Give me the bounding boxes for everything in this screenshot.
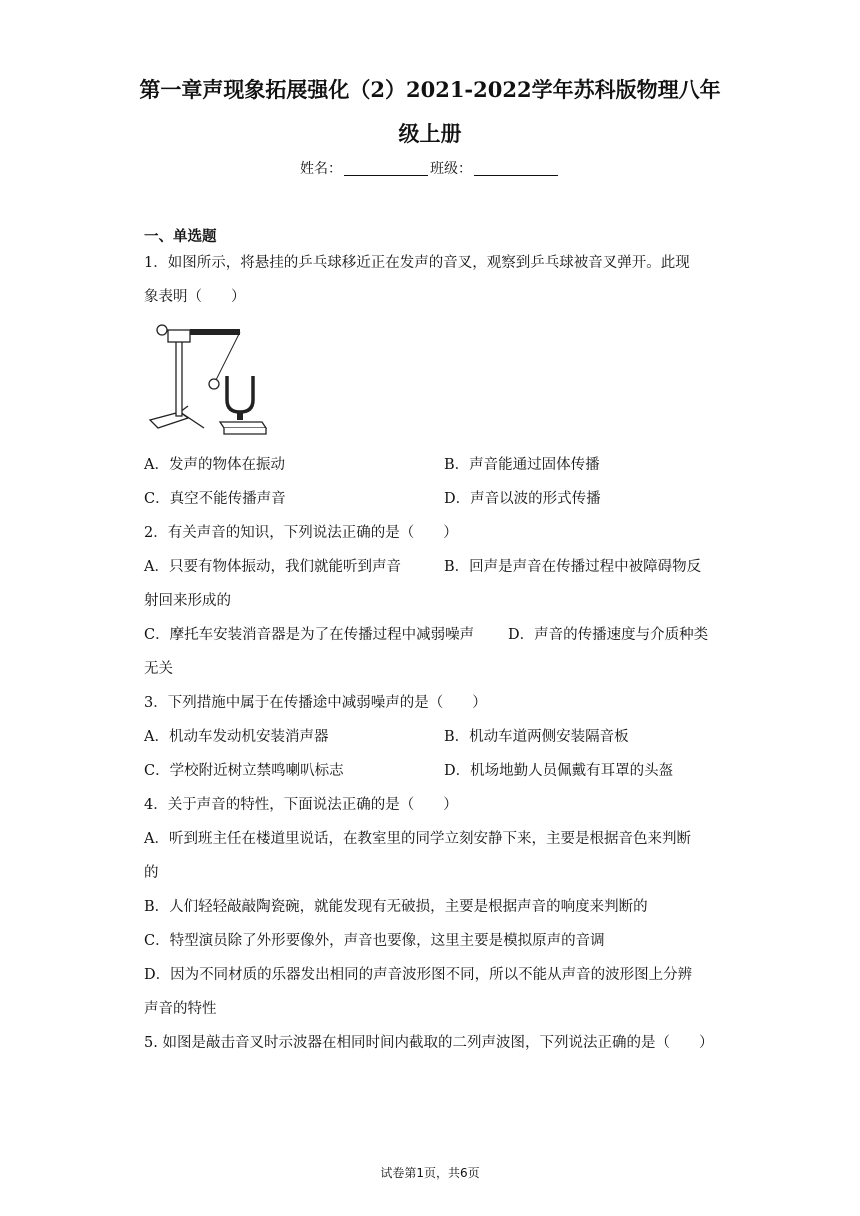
q2-stem: 2．有关声音的知识，下列说法正确的是（ ） bbox=[144, 525, 458, 541]
q1-option-c: C．真空不能传播声音 bbox=[144, 491, 286, 507]
q4-option-d-line2: 声音的特性 bbox=[144, 1001, 217, 1017]
q4-option-a-line2: 的 bbox=[144, 865, 159, 881]
name-label: 姓名： bbox=[300, 161, 342, 177]
q1-stem-line1: 1．如图所示，将悬挂的乒乓球移近正在发声的音叉，观察到乒乓球被音叉弹开。此现 bbox=[144, 255, 690, 271]
q1-option-a: A．发声的物体在振动 bbox=[144, 457, 285, 473]
page-title-line2: 级上册 bbox=[398, 121, 462, 146]
q1-option-b: B．声音能通过固体传播 bbox=[444, 457, 600, 473]
q3-option-a: A．机动车发动机安装消声器 bbox=[144, 729, 329, 745]
q4-option-a-line1: A．听到班主任在楼道里说话，在教室里的同学立刻安静下来，主要是根据音色来判断 bbox=[144, 831, 691, 847]
q2-option-d-line2: 无关 bbox=[144, 661, 173, 677]
q4-stem: 4．关于声音的特性，下面说法正确的是（ ） bbox=[144, 797, 458, 813]
q2-option-b-line2: 射回来形成的 bbox=[144, 593, 231, 609]
q1-stem-line2: 象表明（ ） bbox=[144, 289, 246, 305]
q5-stem: 5. 如图是敲击音叉时示波器在相同时间内截取的二列声波图，下列说法正确的是（ ） bbox=[144, 1035, 714, 1051]
q3-option-b: B．机动车道两侧安装隔音板 bbox=[444, 729, 629, 745]
q3-option-c: C．学校附近树立禁鸣喇叭标志 bbox=[144, 763, 344, 779]
page-title-line1: 第一章声现象拓展强化（2）2021-2022学年苏科版物理八年 bbox=[139, 77, 721, 102]
q4-option-c: C．特型演员除了外形要像外，声音也要像，这里主要是模拟原声的音调 bbox=[144, 933, 605, 949]
student-info-row bbox=[0, 158, 860, 178]
tuning-fork-pendulum-figure bbox=[144, 318, 274, 440]
q2-option-a: A．只要有物体振动，我们就能听到声音 bbox=[144, 559, 401, 575]
q3-option-d: D．机场地勤人员佩戴有耳罩的头盔 bbox=[444, 763, 674, 779]
q2-option-d-line1: D．声音的传播速度与介质种类 bbox=[508, 627, 709, 643]
page-footer: 试卷第1页，共6页 bbox=[380, 1166, 480, 1180]
q4-option-b: B．人们轻轻敲敲陶瓷碗，就能发现有无破损，主要是根据声音的响度来判断的 bbox=[144, 899, 648, 915]
q3-stem: 3．下列措施中属于在传播途中减弱噪声的是（ ） bbox=[144, 695, 487, 711]
section-heading: 一、单选题 bbox=[144, 228, 217, 245]
q4-option-d-line1: D．因为不同材质的乐器发出相同的声音波形图不同，所以不能从声音的波形图上分辨 bbox=[144, 967, 693, 983]
q2-option-c: C．摩托车安装消音器是为了在传播过程中减弱噪声 bbox=[144, 627, 475, 643]
q1-option-d: D．声音以波的形式传播 bbox=[444, 491, 601, 507]
class-blank bbox=[474, 161, 558, 176]
class-label: 班级： bbox=[430, 161, 472, 177]
name-blank bbox=[344, 161, 428, 176]
q2-option-b-line1: B．回声是声音在传播过程中被障碍物反 bbox=[444, 559, 702, 575]
